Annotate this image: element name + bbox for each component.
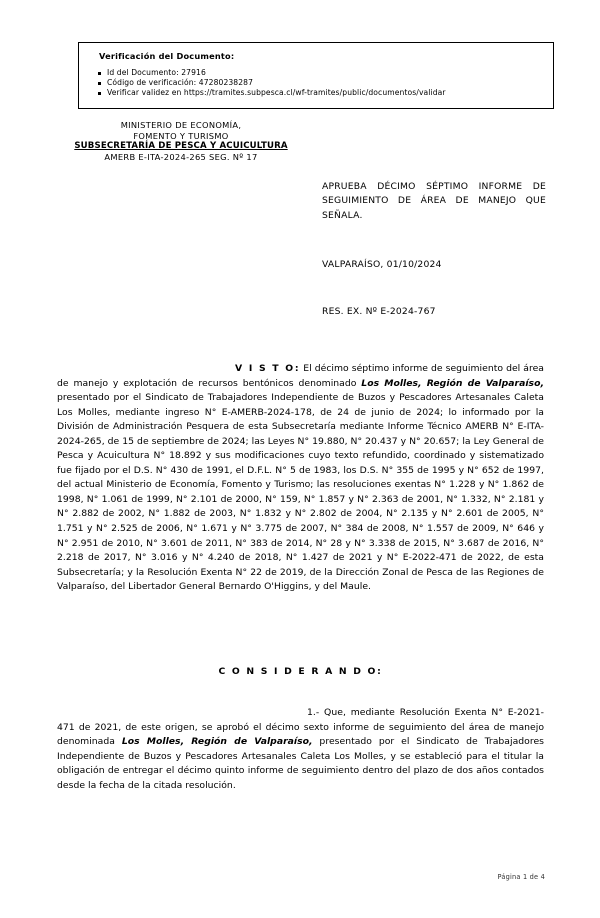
visto-text-part1: El décimo séptimo informe de seguimiento del área de manejo y explotación de recursos bentónicos denominado xyxy=(57,363,544,389)
verification-title: Verificación del Documento: xyxy=(99,51,235,61)
list-item: Código de verificación: 47280238287 xyxy=(93,78,543,88)
place-date: VALPARAÍSO, 01/10/2024 xyxy=(322,259,442,270)
visto-text-part2: presentado por el Sindicato de Trabajadores Independiente de Buzos y Pescadores Artesanales Caleta Los Molles, mediante ingreso N° E-AMERB-2024-178, de 24 de junio de 2024; lo informado por la División de Administración Pesquera de esta Subsecretaría mediante Informe Técnico AMERB N° E-ITA-2024-265, de 15 de septiembre de 2024; las Leyes N° 19.880, N° 20.437 y N° 20.657; la Ley General de Pesca y Acuicultura N° 18.892 y sus modificaciones cuyo texto refundido, coordinado y sistematizado fue fijado por el D.S. N° 430 de 1991, el D.F.L. N° 5 de 1983, los D.S. N° 355 de 1995 y N° 652 de 1997, del actual Ministerio de Economía, Fomento y Turismo; las resoluciones exentas N° 1.228 y N° 1.862 de 1998, N° 1.061 de 1999, N° 2.101 de 2000, N° 159, N° 1.857 y N° 2.363 de 2001, N° 1.332, N° 2.181 y N° 2.882 de 2002, N° 1.882 de 2003, N° 1.832 y N° 2.802 de 2004, N° 2.135 y N° 2.601 de 2005, N° 1.751 y N° 2.525 de 2006, N° 1.671 y N° 3.775 de 2007, N° 384 de 2008, N° 1.557 de 2009, N° 646 y N° 2.951 de 2010, N° 3.601 de 2011, N° 383 de 2014, N° 28 y N° 3.338 de 2015, N° 3.687 de 2016, N° 2.218 de 2017, N° 3.016 y N° 4.240 de 2018, N° 1.427 de 2021 y N° E-2022-471 de 2022, de esta Subsecretaría; y la Resolución Exenta N° 22 de 2019, de la Dirección Zonal de Pesca de las Regiones de Valparaíso, del Libertador General Bernardo O'Higgins, y del Maule. xyxy=(57,392,544,593)
visto-paragraph xyxy=(57,362,544,595)
page-footer xyxy=(0,873,545,881)
page-number-label: Página 1 de 4 xyxy=(497,873,545,881)
resolution-number: RES. EX. Nº E-2024-767 xyxy=(322,306,436,317)
page-title: APRUEBA DÉCIMO SÉPTIMO INFORME DE SEGUIMIENTO DE ÁREA DE MANEJO QUE SEÑALA. xyxy=(322,181,546,221)
visto-emphasis-area: Los Molles, Región de Valparaíso, xyxy=(361,377,544,389)
header-ministry-line1: MINISTERIO DE ECONOMÍA, xyxy=(120,120,242,130)
institutional-header xyxy=(56,120,306,162)
verification-list xyxy=(93,68,543,99)
considerando-text-part2: presentado por el Sindicato de Trabajadores Independiente de Buzos y Pescadores Artesanales Caleta Los Molles, y se estableció para el titular la obligación de entregar el décimo quinto informe de seguimiento dentro del plazo de dos años contados desde la fecha de la citada resolución. xyxy=(57,736,544,791)
considerando-emphasis-area: Los Molles, Región de Valparaíso, xyxy=(121,736,313,748)
verification-box xyxy=(78,42,554,109)
considerando-heading-label: C O N S I D E R A N D O: xyxy=(218,666,383,677)
visto-label: V I S T O: xyxy=(235,363,301,374)
considerando-heading xyxy=(57,666,544,677)
header-ministry-line2: FOMENTO Y TURISMO xyxy=(133,130,229,141)
considerando-paragraph xyxy=(57,706,544,793)
visto-section xyxy=(57,362,544,595)
header-amerb-code: AMERB E-ITA-2024-265 SEG. Nº 17 xyxy=(104,151,258,162)
considerando-section xyxy=(57,706,544,793)
list-item: Id del Documento: 27916 xyxy=(93,68,543,78)
header-subsecretaria: SUBSECRETARÍA DE PESCA Y ACUICULTURA xyxy=(74,141,288,152)
considerando-text-part1: 1.- Que, mediante Resolución Exenta N° E-2021-471 de 2021, de este origen, se aprobó el décimo sexto informe de seguimiento del área de manejo denominada xyxy=(57,707,544,748)
list-item: Verificar validez en https://tramites.subpesca.cl/wf-tramites/public/documentos/validar xyxy=(93,88,543,98)
